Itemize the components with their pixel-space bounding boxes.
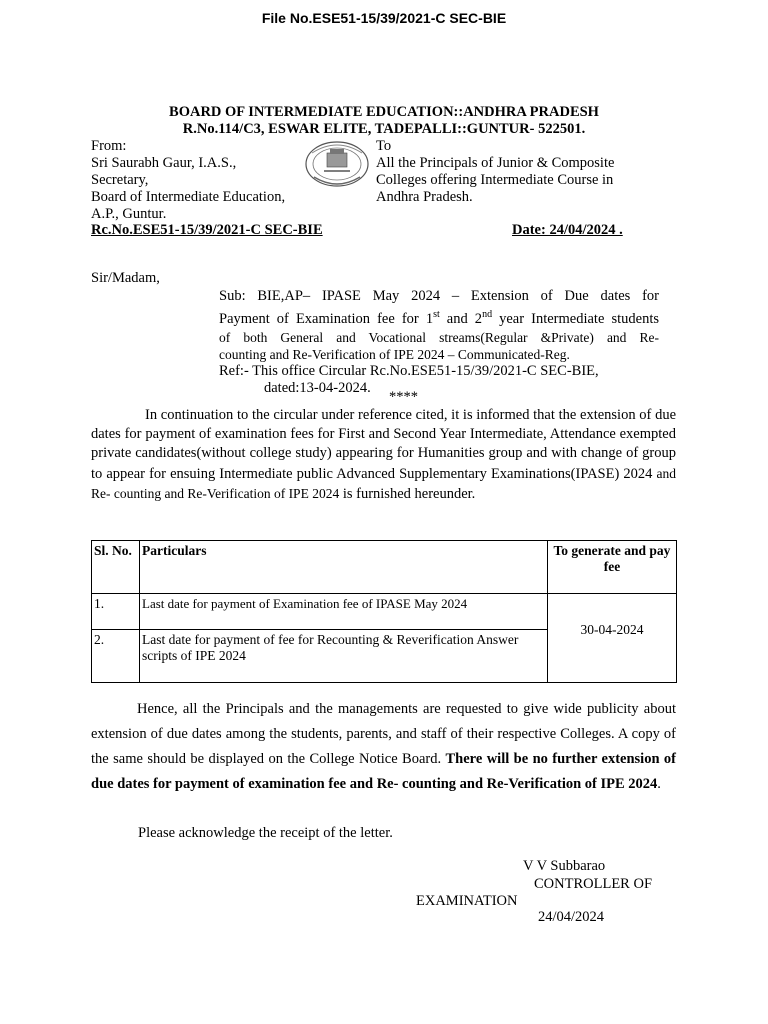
closing-bold-text: There will be no further extension of due dates for payment of examination fee and Re- counting and Re-Verification of IPE 2024 xyxy=(91,751,677,792)
closing-text: . xyxy=(657,776,661,792)
subject-line: Sub: BIE,AP– IPASE May 2024 – Extension of Due dates for xyxy=(219,288,659,304)
table-cell-date: 30-04-2024 xyxy=(548,594,677,683)
board-seal-icon xyxy=(302,139,372,194)
to-line: Colleges offering Intermediate Course in xyxy=(376,172,614,188)
reference-line: Ref:- This office Circular Rc.No.ESE51-15/39/2021-C SEC-BIE, xyxy=(219,362,599,379)
table-header-cell: To generate and pay fee xyxy=(548,541,677,594)
subject-line xyxy=(219,305,659,329)
from-line: Secretary, xyxy=(91,172,149,188)
salutation: Sir/Madam, xyxy=(91,270,160,286)
signatory-title: CONTROLLER OF xyxy=(534,876,653,892)
subject-line: of both General and Vocational streams(Regular &Private) and Re- xyxy=(219,329,659,345)
subject-text: Payment of Examination fee for 1 xyxy=(219,310,434,327)
acknowledge-line: Please acknowledge the receipt of the letter. xyxy=(138,825,393,841)
subject-line: counting and Re-Verification of IPE 2024 – Communicated-Reg. xyxy=(219,346,570,362)
superscript: st xyxy=(433,309,440,320)
table-cell-particular: Last date for payment of fee for Recounting & Reverification Answer scripts of IPE 2024 xyxy=(140,630,548,683)
file-number: File No.ESE51-15/39/2021-C SEC-BIE xyxy=(261,10,507,26)
closing-text: Hence, all the Principals and the managements are requested to give wide publicity about extension of due dates among the students, parents, and staff of their respective Colleges. A copy of the same should be displayed on the College Notice Board. xyxy=(91,701,676,767)
from-line: Sri Saurabh Gaur, I.A.S., xyxy=(91,155,237,171)
signatory-title: EXAMINATION xyxy=(416,893,518,909)
to-block xyxy=(376,138,614,206)
to-line: Andhra Pradesh. xyxy=(376,189,473,205)
from-line: Board of Intermediate Education, xyxy=(91,189,286,205)
table-cell-sl: 1. xyxy=(92,594,140,630)
closing-paragraph xyxy=(91,697,676,797)
superscript: nd xyxy=(482,309,493,320)
from-block xyxy=(91,138,285,223)
reference-number: Rc.No.ESE51-15/39/2021-C SEC-BIE xyxy=(91,222,323,238)
table-cell-particular: Last date for payment of Examination fee of IPASE May 2024 xyxy=(140,594,548,630)
signature-date: 24/04/2024 xyxy=(538,909,605,925)
subject-block xyxy=(219,287,659,397)
body-text: is furnished hereunder. xyxy=(339,485,476,502)
board-title: BOARD OF INTERMEDIATE EDUCATION::ANDHRA PRADESH xyxy=(169,104,599,120)
table-row xyxy=(92,594,677,630)
body-text: and Re- counting and Re-Verification of IPE 2024 xyxy=(91,465,676,501)
signatory-name: V V Subbarao xyxy=(523,858,606,874)
from-label: From: xyxy=(91,138,127,154)
table-header-row xyxy=(92,541,677,594)
from-line: A.P., Guntur. xyxy=(91,206,167,222)
reference-date: dated:13-04-2024. xyxy=(264,379,371,396)
letter-date: Date: 24/04/2024 . xyxy=(512,222,623,238)
board-address: R.No.114/C3, ESWAR ELITE, TADEPALLI::GUNTUR- 522501. xyxy=(182,121,586,137)
to-label: To xyxy=(376,138,392,154)
subject-text: and 2 xyxy=(439,310,483,327)
table-header-cell: Particulars xyxy=(140,541,548,594)
body-paragraph xyxy=(91,406,676,504)
separator-stars: **** xyxy=(389,389,418,405)
table-header-cell: Sl. No. xyxy=(92,541,140,594)
subject-text: year Intermediate students xyxy=(492,310,659,327)
to-line: All the Principals of Junior & Composite xyxy=(376,155,615,171)
due-dates-table xyxy=(91,540,677,683)
body-text: In continuation to the circular under reference cited, it is informed that the extension of due dates for payment of examination fees for First and Second Year Intermediate, Attendance exempted private candidates(without college study) appearing for Humanities group and with change of group to appear for ensuing Intermediate public Advanced Supplementary Examinations(IPASE) 2024 xyxy=(91,407,676,482)
table-cell-sl: 2. xyxy=(92,630,140,683)
